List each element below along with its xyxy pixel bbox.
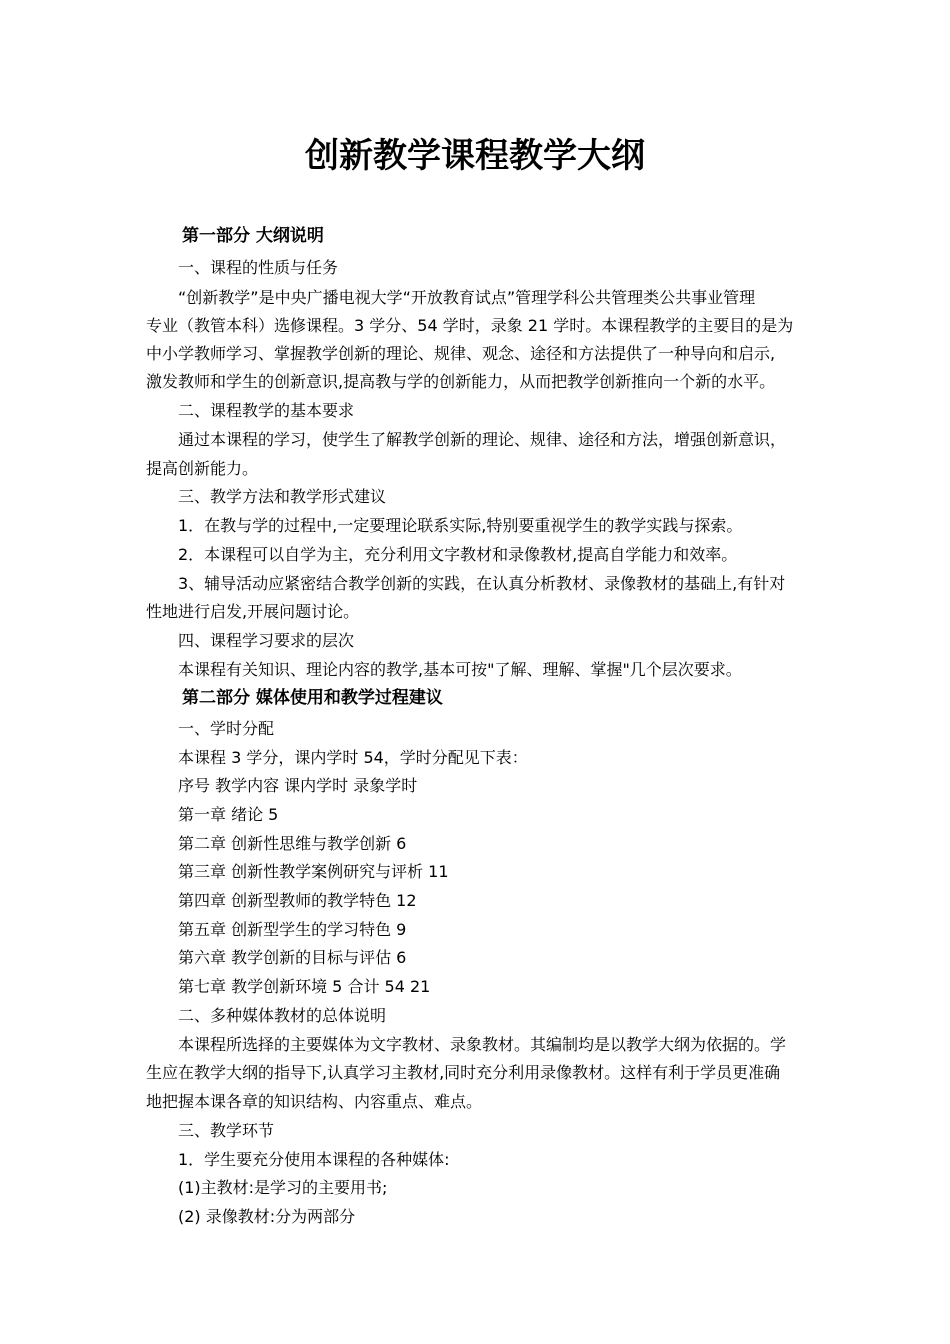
table-row: 第三章 创新性教学案例研究与评析 11	[178, 862, 449, 881]
paragraph-line: 地把握本课各章的知识结构、内容重点、难点。	[146, 1092, 483, 1111]
paragraph-line: 专业（教管本科）选修课程。3 学分、54 学时，录象 21 学时。本课程教学的主要目的是为	[146, 316, 794, 335]
paragraph-line: 中小学教师学习、掌握教学创新的理论、规律、观念、途径和方法提供了一种导向和启示,	[146, 344, 776, 363]
list-item: (1)主教材:是学习的主要用书;	[178, 1178, 388, 1197]
paragraph-line: 性地进行启发,开展问题讨论。	[146, 602, 360, 621]
section-heading: 三、教学环节	[178, 1121, 275, 1140]
section-heading: 一、课程的性质与任务	[178, 258, 339, 277]
part1-heading: 第一部分 大纲说明	[182, 226, 324, 246]
list-item: 2．本课程可以自学为主，充分利用文字教材和录像教材,提高自学能力和效率。	[178, 545, 738, 564]
section-heading: 一、学时分配	[178, 719, 275, 738]
table-header: 序号 教学内容 课内学时 录象学时	[178, 776, 418, 795]
paragraph-line: 提高创新能力。	[146, 459, 259, 478]
paragraph-line: 通过本课程的学习，使学生了解教学创新的理论、规律、途径和方法，增强创新意识，	[178, 430, 787, 449]
list-item: (2) 录像教材:分为两部分	[178, 1207, 356, 1226]
table-row: 第六章 教学创新的目标与评估 6	[178, 948, 407, 967]
paragraph-line: 本课程 3 学分，课内学时 54，学时分配见下表：	[178, 748, 528, 767]
paragraph-line: “创新教学”是中央广播电视大学“开放教育试点”管理学科公共管理类公共事业管理	[178, 288, 756, 307]
section-heading: 二、课程教学的基本要求	[178, 401, 355, 420]
list-item: 1．在教与学的过程中,一定要理论联系实际,特别要重视学生的教学实践与探索。	[178, 516, 743, 535]
table-row: 第二章 创新性思维与教学创新 6	[178, 834, 407, 853]
table-row: 第一章 绪论 5	[178, 805, 279, 824]
section-heading: 三、教学方法和教学形式建议	[178, 487, 387, 506]
table-row: 第五章 创新型学生的学习特色 9	[178, 920, 407, 939]
list-item: 3、辅导活动应紧密结合教学创新的实践，在认真分析教材、录像教材的基础上,有针对	[178, 574, 786, 593]
table-row: 第四章 创新型教师的教学特色 12	[178, 891, 417, 910]
page-title: 创新教学课程教学大纲	[305, 136, 645, 176]
table-row: 第七章 教学创新环境 5 合计 54 21	[178, 977, 431, 996]
section-heading: 四、课程学习要求的层次	[178, 631, 355, 650]
paragraph-line: 本课程所选择的主要媒体为文字教材、录象教材。其编制均是以教学大纲为依据的。学	[178, 1035, 787, 1054]
paragraph-line: 本课程有关知识、理论内容的教学,基本可按"了解、理解、掌握"几个层次要求。	[178, 660, 742, 679]
part2-heading: 第二部分 媒体使用和教学过程建议	[182, 688, 443, 708]
paragraph-line: 生应在教学大纲的指导下,认真学习主教材,同时充分利用录像教材。这样有利于学员更准确	[146, 1063, 781, 1082]
paragraph-line: 激发教师和学生的创新意识,提高教与学的创新能力，从而把教学创新推向一个新的水平。	[146, 372, 776, 391]
section-heading: 二、多种媒体教材的总体说明	[178, 1006, 387, 1025]
list-item: 1．学生要充分使用本课程的各种媒体:	[178, 1150, 450, 1169]
